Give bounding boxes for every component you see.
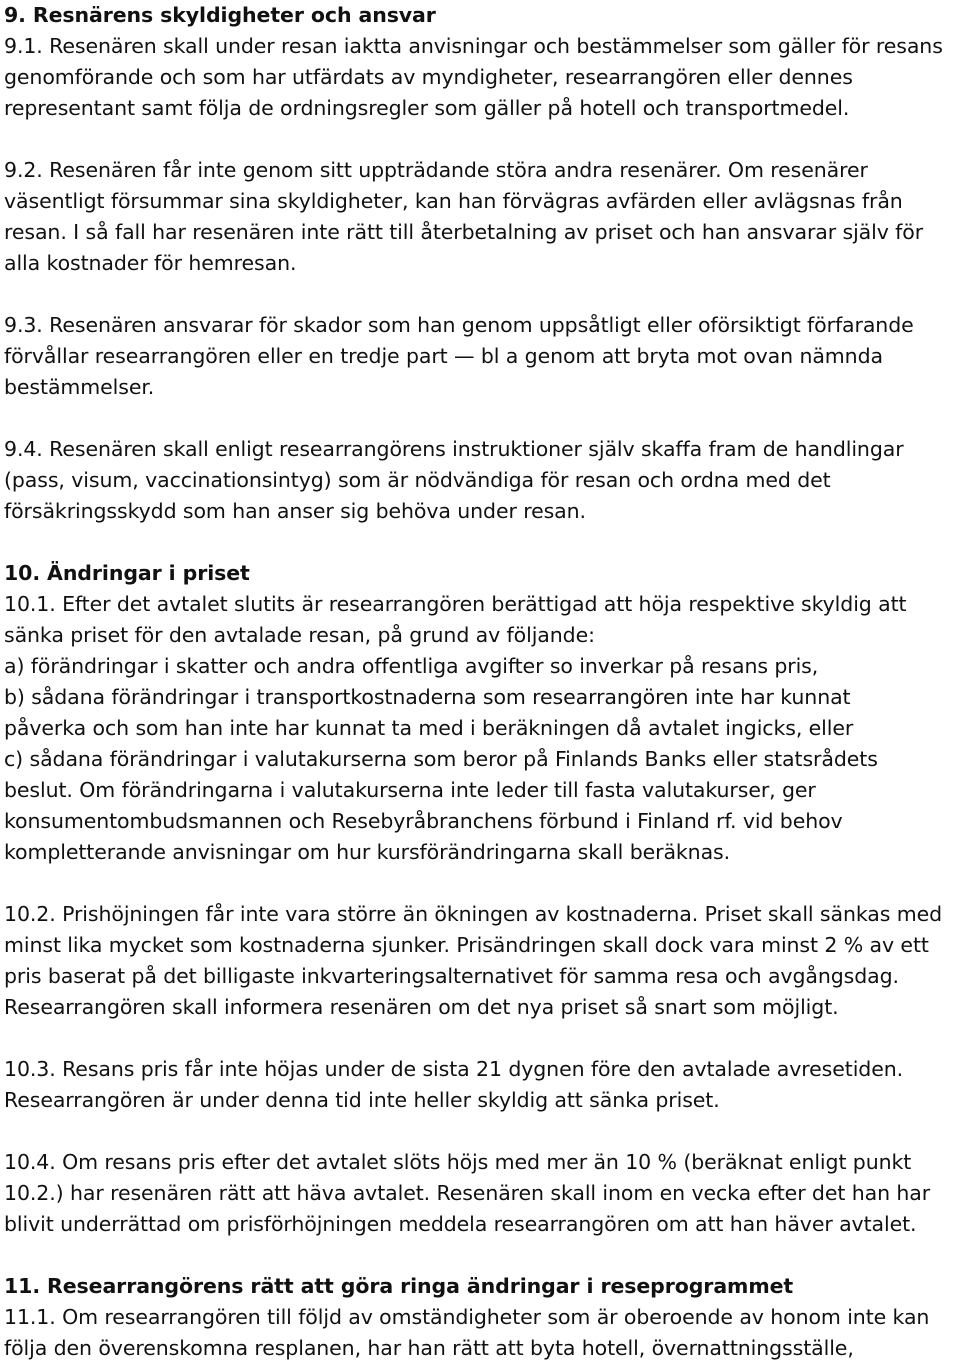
paragraph-line: Researrangören skall informera resenären om det nya priset så snart som möjligt. [4, 995, 839, 1019]
paragraph-line: (pass, visum, vaccinationsintyg) som är nödvändiga för resan och ordna med det [4, 468, 831, 492]
paragraph-line: 11.1. Om researrangören till följd av omständigheter som är oberoende av honom inte kan [4, 1305, 930, 1329]
paragraph-line: b) sådana förändringar i transportkostnaderna som researrangören inte har kunnat [4, 685, 851, 709]
paragraph-line: 10.2. Prishöjningen får inte vara större än ökningen av kostnaderna. Priset skall sänkas med [4, 902, 943, 926]
paragraph-line: a) förändringar i skatter och andra offentliga avgifter so inverkar på resans pris, [4, 654, 819, 678]
paragraph-line: sänka priset för den avtalade resan, på grund av följande: [4, 623, 595, 647]
paragraph-line: 9.2. Resenären får inte genom sitt uppträdande störa andra resenärer. Om resenärer [4, 158, 868, 182]
paragraph-line: genomförande och som har utfärdats av myndigheter, researrangören eller dennes [4, 65, 853, 89]
section-heading-9: 9. Resnärens skyldigheter och ansvar [4, 3, 436, 27]
paragraph-line: 9.3. Resenären ansvarar för skador som han genom uppsåtligt eller oförsiktigt förfarande [4, 313, 914, 337]
paragraph-line: representant samt följa de ordningsregler som gäller på hotell och transportmedel. [4, 96, 850, 120]
paragraph-line: väsentligt försummar sina skyldigheter, kan han förvägras avfärden eller avlägsnas från [4, 189, 903, 213]
paragraph-line: minst lika mycket som kostnaderna sjunker. Prisändringen skall dock vara minst 2 % av ett [4, 933, 929, 957]
paragraph-line: konsumentombudsmannen och Resebyråbranchens förbund i Finland rf. vid behov [4, 809, 843, 833]
paragraph-line: påverka och som han inte har kunnat ta med i beräkningen då avtalet ingicks, eller [4, 716, 854, 740]
paragraph-line: 9.1. Resenären skall under resan iaktta anvisningar och bestämmelser som gäller för resans [4, 34, 943, 58]
paragraph-line: 10.1. Efter det avtalet slutits är researrangören berättigad att höja respektive skyldig att [4, 592, 907, 616]
paragraph-line: c) sådana förändringar i valutakurserna som beror på Finlands Banks eller statsrådets [4, 747, 878, 771]
paragraph-line: Researrangören är under denna tid inte heller skyldig att sänka priset. [4, 1088, 720, 1112]
paragraph-line: blivit underrättad om prisförhöjningen meddela researrangören om att han häver avtalet. [4, 1212, 917, 1236]
paragraph-line: 10.3. Resans pris får inte höjas under de sista 21 dygnen före den avtalade avresetiden. [4, 1057, 904, 1081]
paragraph-line: alla kostnader för hemresan. [4, 251, 297, 275]
paragraph-line: följa den överenskomna resplanen, har han rätt att byta hotell, övernattningsställe, [4, 1336, 854, 1360]
paragraph-line: pris baserat på det billigaste inkvarteringsalternativet för samma resa och avgångsdag. [4, 964, 899, 988]
paragraph-line: 10.2.) har resenären rätt att häva avtalet. Resenären skall inom en vecka efter det han har [4, 1181, 931, 1205]
paragraph-line: kompletterande anvisningar om hur kursförändringarna skall beräknas. [4, 840, 731, 864]
paragraph-line: försäkringsskydd som han anser sig behöva under resan. [4, 499, 586, 523]
paragraph-line: resan. I så fall har resenären inte rätt till återbetalning av priset och han ansvarar själv för [4, 220, 924, 244]
paragraph-line: 10.4. Om resans pris efter det avtalet slöts höjs med mer än 10 % (beräknat enligt punkt [4, 1150, 912, 1174]
section-heading-10: 10. Ändringar i priset [4, 561, 250, 585]
paragraph-line: 9.4. Resenären skall enligt researrangörens instruktioner själv skaffa fram de handlingar [4, 437, 904, 461]
paragraph-line: beslut. Om förändringarna i valutakurserna inte leder till fasta valutakurser, ger [4, 778, 816, 802]
section-heading-11: 11. Researrangörens rätt att göra ringa ändringar i reseprogrammet [4, 1274, 794, 1298]
paragraph-line: bestämmelser. [4, 375, 155, 399]
paragraph-line: förvållar researrangören eller en tredje part — bl a genom att bryta mot ovan nämnda [4, 344, 883, 368]
